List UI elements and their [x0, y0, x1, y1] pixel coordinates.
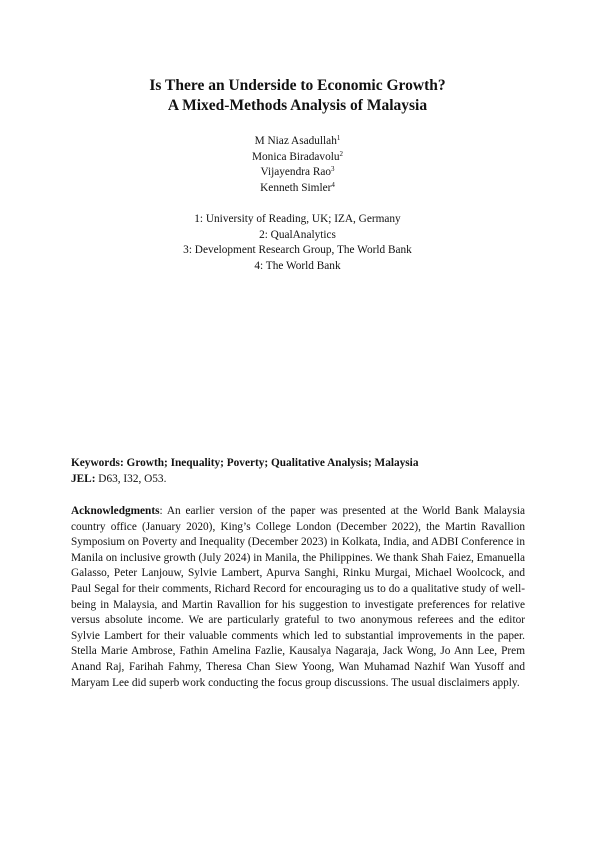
affiliation-list: [0, 212, 595, 274]
jel-label: JEL:: [71, 472, 96, 485]
keywords-block: [71, 456, 525, 487]
acknowledgments-text: : An earlier version of the paper was presented at the World Bank Malaysia country office (January 2020), King’s College London (December 2022), the Martin Ravallion Symposium on Poverty and Inequality (December 2023) in Kolkata, India, and ADBI Conference in Manila on inclusive growth (July 2024) in Manila, the Philippines. We thank Shah Faiez, Emanuella Galasso, Peter Lanjouw, Sylvie Lambert, Apurva Sanghi, Rinku Murgai, Michael Woolcock, and Paul Segal for their comments, Richard Record for encouraging us to do a qualitative study of well-being in Malaysia, and Martin Ravallion for his suggestion to investigate preferences for relative versus absolute income. We are particularly grateful to two anonymous referees and the editor Sylvie Lambert for their valuable comments which led to substantial improvements in the paper. Stella Marie Ambrose, Fathin Amelina Fazlie, Kausalya Nagaraja, Jack Wong, Jo Ann Lee, Prem Anand Raj, Farihah Fahmy, Theresa Chan Siew Yoong, Wan Muhamad Nazhif Wan Yusoff and Maryam Lee did superb work conducting the focus group discussions. The usual disclaimers apply.: [71, 505, 525, 689]
acknowledgments-paragraph: [71, 504, 525, 691]
author-affiliation-mark: 2: [339, 149, 344, 158]
author: [0, 165, 595, 181]
author-affiliation-mark: 4: [331, 180, 335, 189]
jel-line: [71, 472, 525, 488]
author-name: M Niaz Asadullah: [254, 135, 337, 147]
author: [0, 150, 595, 166]
paper-title: [0, 76, 595, 116]
author-affiliation-mark: 3: [331, 165, 335, 173]
title-line-2: A Mixed-Methods Analysis of Malaysia: [167, 97, 428, 114]
affiliation: 4: The World Bank: [254, 259, 341, 272]
affiliation: 3: Development Research Group, The World Bank: [183, 244, 412, 256]
acknowledgments-label: Acknowledgments: [71, 505, 160, 517]
author-affiliation-mark: 1: [336, 134, 341, 142]
keywords-text: Keywords: Growth; Inequality; Poverty; Qualitative Analysis; Malaysia: [71, 457, 419, 469]
jel-codes: D63, I32, O53.: [95, 472, 167, 485]
affiliation: 1: University of Reading, UK; IZA, Germany: [194, 213, 401, 225]
title-line-1: Is There an Underside to Economic Growth?: [149, 77, 446, 94]
author-name: Vijayendra Rao: [260, 166, 332, 178]
keywords-line: [71, 456, 525, 472]
author: [0, 134, 595, 150]
author: [0, 181, 595, 197]
affiliation: 2: QualAnalytics: [259, 228, 336, 241]
author-list: [0, 134, 595, 196]
author-name: Monica Biradavolu: [251, 150, 340, 163]
author-name: Kenneth Simler: [260, 181, 332, 194]
